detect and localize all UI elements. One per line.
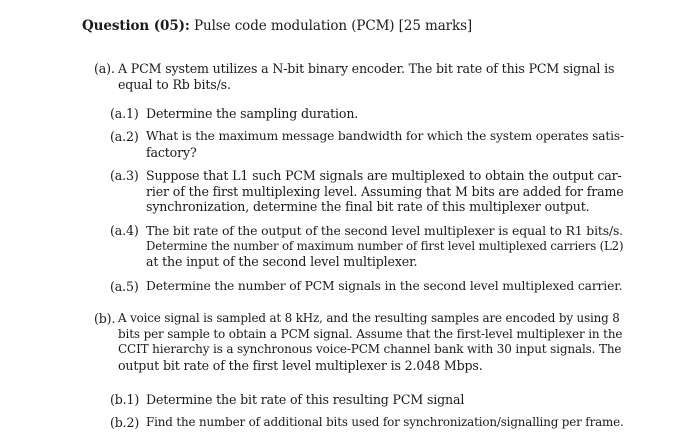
item-b1-text (146, 392, 624, 408)
question-number: Question (05): (82, 18, 190, 34)
item-a5 (110, 279, 625, 295)
item-line: Suppose that L1 such PCM signals are multiplexed to obtain the output car- (146, 168, 622, 183)
item-b2-label: (b.2) (110, 415, 140, 430)
item-a4 (110, 223, 625, 271)
part-a-line: A PCM system utilizes a N-bit binary encoder. The bit rate of this PCM signal is (118, 61, 615, 76)
item-b1 (110, 392, 625, 408)
part-b-line: A voice signal is sampled at 8 kHz, and the resulting samples are encoded by using 8 (118, 311, 620, 325)
item-line: Determine the sampling duration. (146, 106, 359, 121)
part-b-text (118, 311, 623, 373)
item-b2-text (146, 415, 624, 431)
part-a-line: equal to Rb bits/s. (118, 76, 231, 92)
part-b-label: (b). (94, 311, 116, 326)
item-line: synchronization, determine the final bit rate of this multiplexer output. (146, 199, 590, 214)
item-line: Find the number of additional bits used for synchronization/signalling per frame. (146, 415, 624, 429)
question-title (82, 18, 472, 34)
item-a2-label: (a.2) (110, 129, 139, 144)
item-line: Determine the bit rate of this resulting PCM signal (146, 392, 465, 407)
part-b (94, 311, 624, 375)
item-b2 (110, 415, 625, 431)
item-a1-label: (a.1) (110, 106, 139, 121)
part-b-line: CCIT hierarchy is a synchronous voice-PCM channel bank with 30 input signals. The (118, 342, 622, 356)
item-line: rier of the first multiplexing level. Assuming that M bits are added for frame (146, 183, 624, 199)
item-line: Determine the number of PCM signals in the second level multiplexed carrier. (146, 279, 623, 293)
item-line: The bit rate of the output of the second level multiplexer is equal to R1 bits/s. (146, 223, 623, 238)
part-b-line: bits per sample to obtain a PCM signal. Assume that the first-level multiplexer in the (118, 326, 623, 341)
item-line: What is the maximum message bandwidth for which the system operates satis- (146, 129, 624, 143)
item-a4-text (146, 223, 624, 270)
item-a3 (110, 168, 625, 216)
item-b1-label: (b.1) (110, 392, 140, 407)
part-a-text (118, 61, 623, 92)
item-a5-text (146, 279, 624, 295)
item-line: at the input of the second level multiplexer. (146, 254, 418, 269)
item-a1 (110, 106, 625, 122)
item-a5-label: (a.5) (110, 279, 139, 294)
part-a-label: (a). (94, 61, 115, 76)
item-a4-label: (a.4) (110, 223, 139, 238)
item-line: Determine the number of maximum number of first level multiplexed carriers (L2) (146, 238, 624, 253)
part-a (94, 61, 624, 93)
item-a1-text (146, 106, 624, 122)
item-a2 (110, 129, 625, 161)
part-b-line: output bit rate of the first level multiplexer is 2.048 Mbps. (118, 357, 483, 373)
item-a3-label: (a.3) (110, 168, 139, 183)
item-a3-text (146, 168, 624, 215)
question-topic: Pulse code modulation (PCM) [25 marks] (194, 18, 473, 34)
item-line: factory? (146, 144, 197, 160)
item-a2-text (146, 129, 624, 160)
